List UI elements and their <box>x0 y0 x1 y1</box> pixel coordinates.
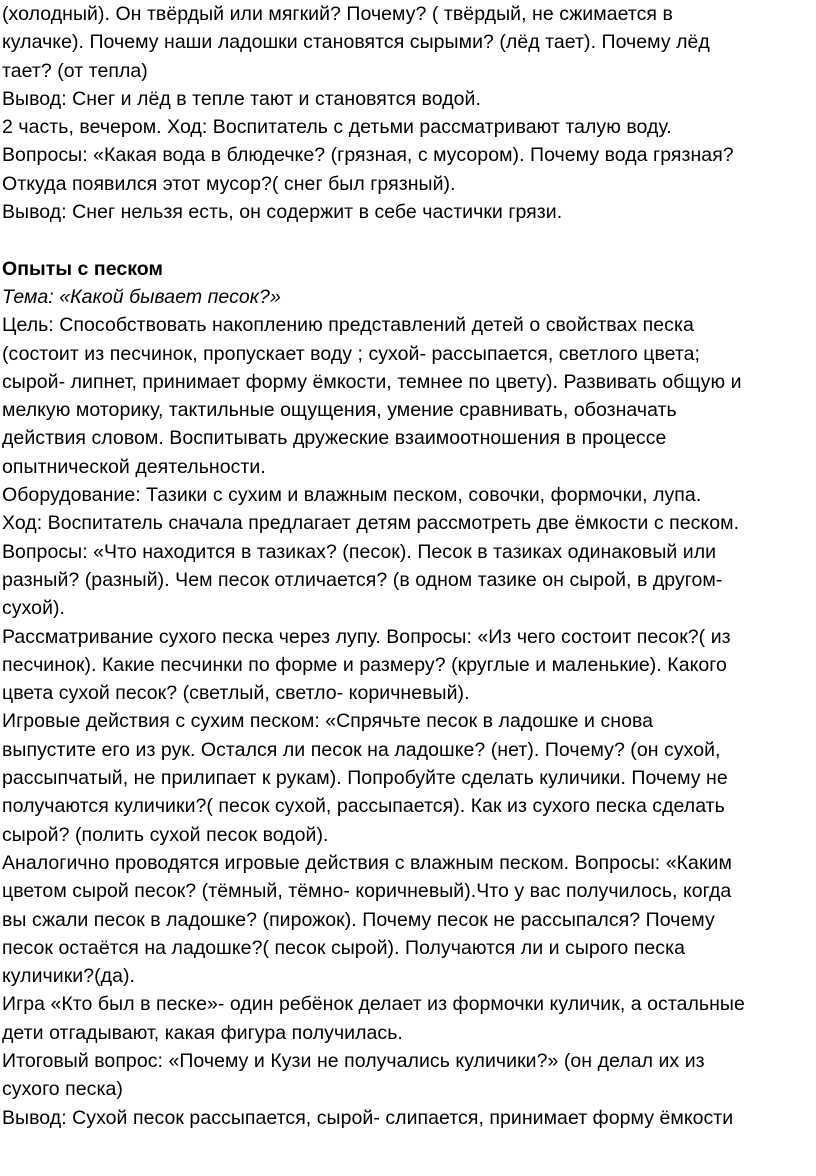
text-line: Вывод: Сухой песок рассыпается, сырой- слипается, принимает форму ёмкости <box>2 1106 734 1129</box>
text-line: сухого песка) <box>2 1078 123 1101</box>
text-line: получаются куличики?( песок сухой, рассыпается). Как из сухого песка сделать <box>2 795 725 818</box>
paragraph-gap <box>2 226 816 254</box>
text-line: рассыпчатый, не прилипает к рукам). Попробуйте сделать куличики. Почему не <box>2 767 728 790</box>
text-line: Вопросы: «Что находится в тазиках? (песок). Песок в тазиках одинаковый или <box>2 540 717 563</box>
section-heading: Опыты с песком <box>2 257 163 280</box>
text-line: разный? (разный). Чем песок отличается? (в одном тазике он сырой, в другом- <box>2 568 723 591</box>
text-line: выпустите его из рук. Остался ли песок на ладошке? (нет). Почему? (он сухой, <box>2 738 721 761</box>
text-line: опытнической деятельности. <box>2 455 266 478</box>
text-line: кулачке). Почему наши ладошки становятся сырыми? (лёд тает). Почему лёд <box>2 31 710 54</box>
text-line: (состоит из песчинок, пропускает воду ; сухой- рассыпается, светлого цвета; <box>2 342 701 365</box>
text-line: Рассматривание сухого песка через лупу. Вопросы: «Из чего состоит песок?( из <box>2 625 731 648</box>
text-line: Оборудование: Тазики с сухим и влажным песком, совочки, формочки, лупа. <box>2 484 702 507</box>
text-line: мелкую моторику, тактильные ощущения, умение сравнивать, обозначать <box>2 399 677 422</box>
text-line: куличики?(да). <box>2 965 135 988</box>
text-line: песок остаётся на ладошке?( песок сырой). Получаются ли и сырого песка <box>2 936 685 959</box>
text-line: сырой- липнет, принимает форму ёмкости, темнее по цвету). Развивать общую и <box>2 370 742 393</box>
text-line: 2 часть, вечером. Ход: Воспитатель с детьми рассматривают талую воду. <box>2 116 672 139</box>
text-line: дети отгадывают, какая фигура получилась. <box>2 1021 403 1044</box>
text-line: действия словом. Воспитывать дружеские взаимоотношения в процессе <box>2 427 667 450</box>
text-line: вы сжали песок в ладошке? (пирожок). Почему песок не рассыпался? Почему <box>2 908 715 931</box>
text-line: песчинок). Какие песчинки по форме и размеру? (круглые и маленькие). Какого <box>2 653 727 676</box>
text-line: сырой? (полить сухой песок водой). <box>2 823 329 846</box>
section-snow-experiment <box>2 0 816 226</box>
text-line: Игровые действия с сухим песком: «Спрячьте песок в ладошке и снова <box>2 710 654 733</box>
text-line: Вывод: Снег и лёд в тепле тают и становятся водой. <box>2 87 481 110</box>
section-sand-experiment <box>2 255 816 1132</box>
text-line: Игра «Кто был в песке»- один ребёнок делает из формочки куличик, а остальные <box>2 993 745 1016</box>
text-line: Вывод: Снег нельзя есть, он содержит в себе частички грязи. <box>2 201 563 224</box>
text-line: сухой). <box>2 597 66 620</box>
section-topic: Тема: «Какой бывает песок?» <box>2 285 281 308</box>
text-line: (холодный). Он твёрдый или мягкий? Почему? ( твёрдый, не сжимается в <box>2 3 673 25</box>
text-line: Ход: Воспитатель сначала предлагает детям рассмотреть две ёмкости с песком. <box>2 512 740 535</box>
text-line: цветом сырой песок? (тёмный, тёмно- коричневый).Что у вас получилось, когда <box>2 880 732 903</box>
text-line: Аналогично проводятся игровые действия с влажным песком. Вопросы: «Каким <box>2 851 732 874</box>
text-line: Итоговый вопрос: «Почему и Кузи не получались куличики?» (он делал их из <box>2 1049 705 1072</box>
text-line: цвета сухой песок? (светлый, светло- коричневый). <box>2 682 470 705</box>
text-line: тает? (от тепла) <box>2 59 148 82</box>
text-line: Вопросы: «Какая вода в блюдечке? (грязная, с мусором). Почему вода грязная? <box>2 144 734 167</box>
text-line: Откуда появился этот мусор?( снег был грязный). <box>2 172 456 195</box>
text-line: Цель: Способствовать накоплению представлений детей о свойствах песка <box>2 314 694 337</box>
